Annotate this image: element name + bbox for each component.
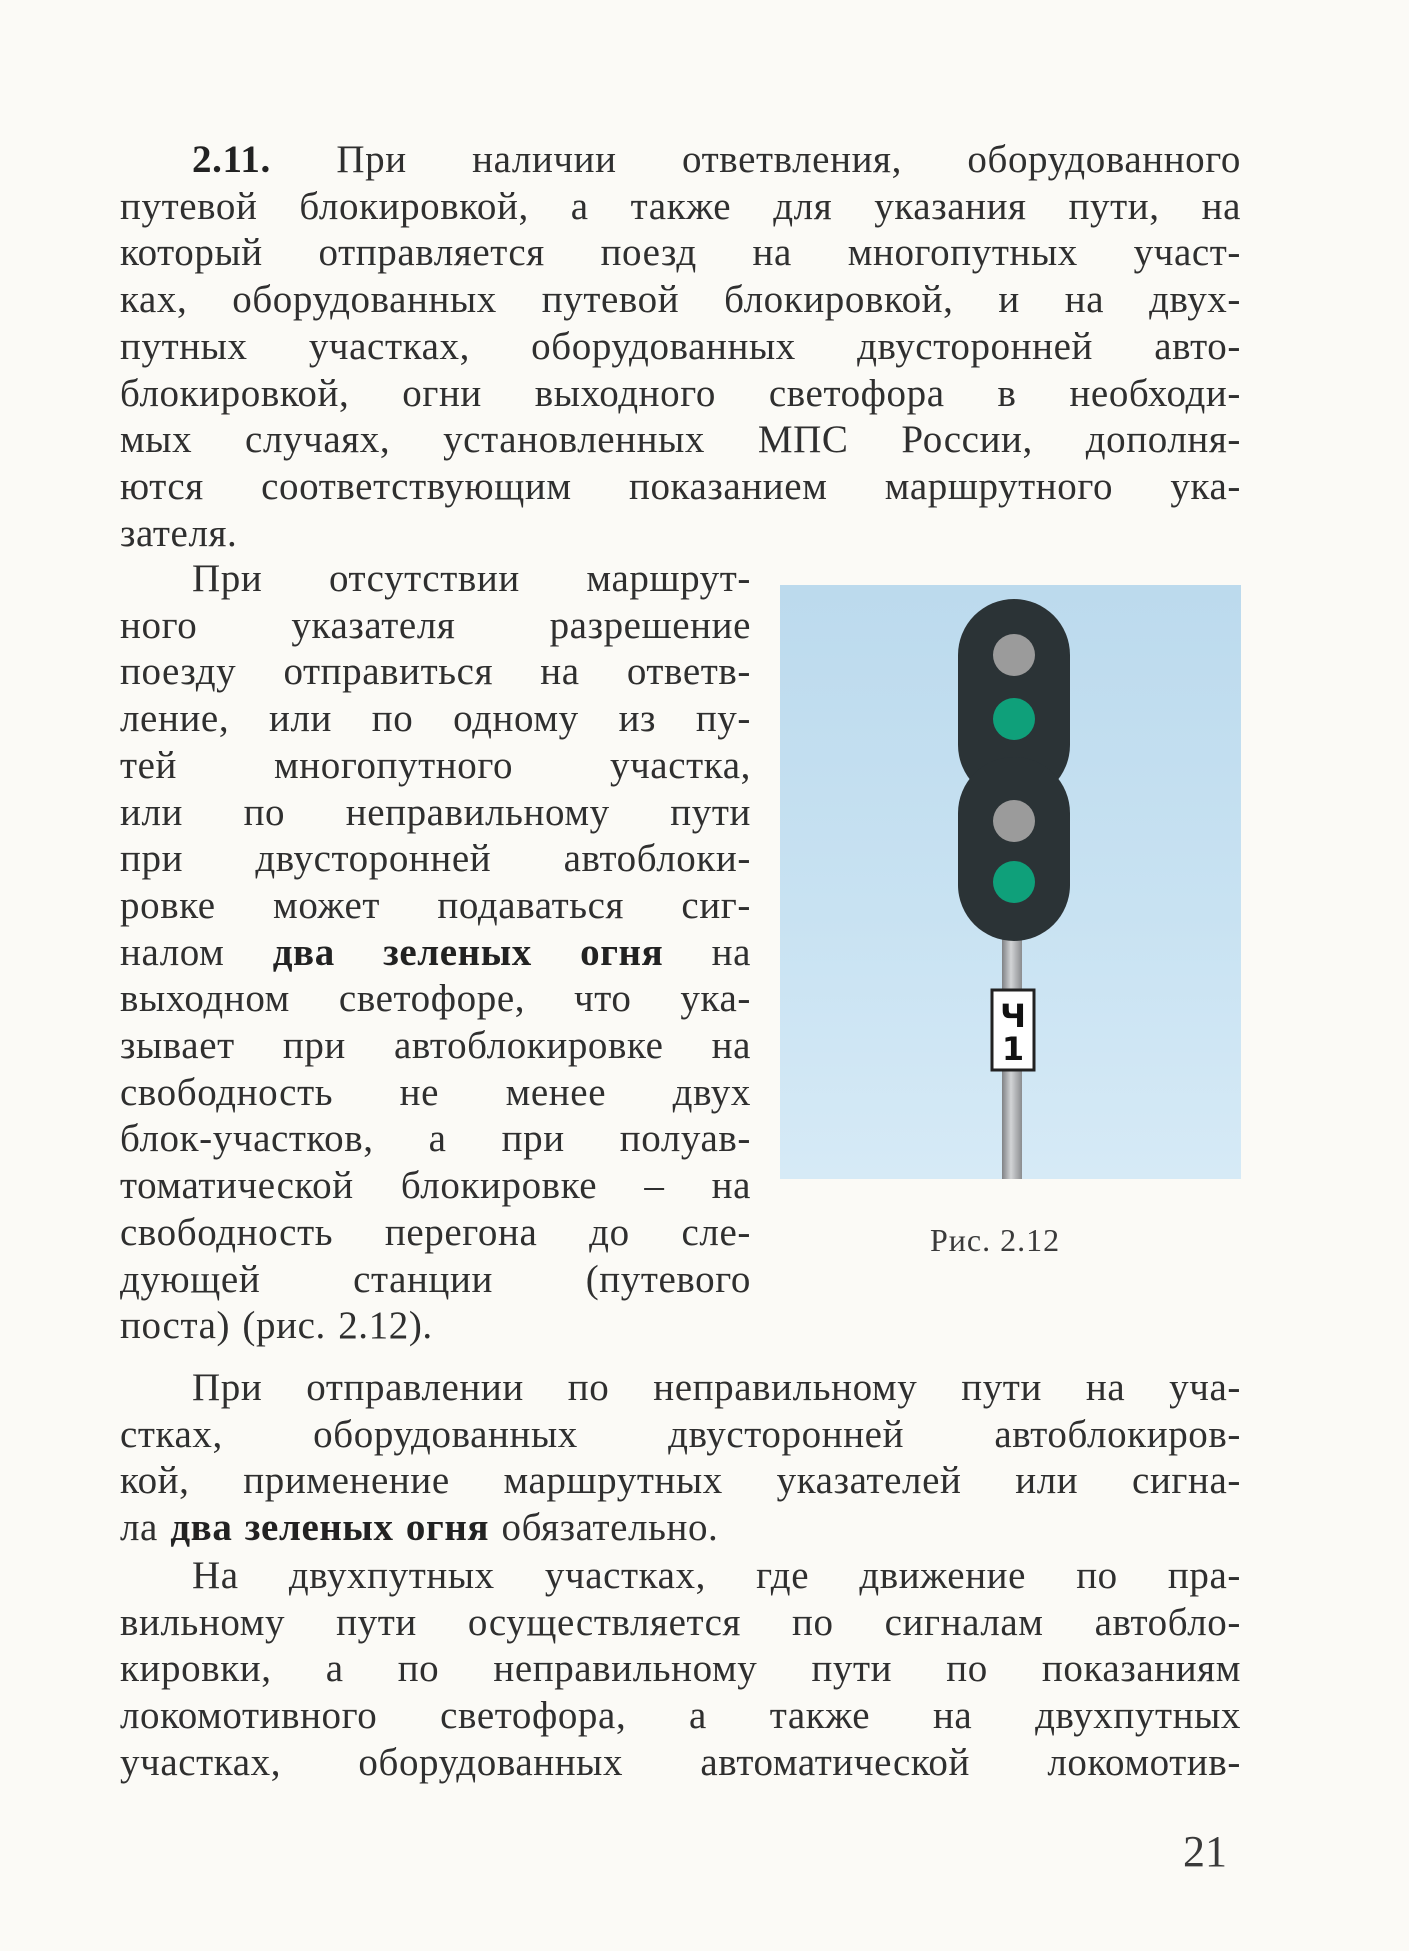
page-number: 21 xyxy=(1183,1827,1227,1876)
section-number: 2.11. xyxy=(192,138,271,181)
upper-lamp-green xyxy=(993,698,1035,740)
text-line: мых случаях, установленных МПС России, дополня- xyxy=(120,418,1241,462)
text-line: путных участках, оборудованных двусторонней авто- xyxy=(120,324,1241,368)
text-line: При отсутствии маршрут- xyxy=(192,557,751,600)
text-line: выходном светофоре, что ука- xyxy=(120,977,751,1021)
text-line: ного указателя разрешение xyxy=(120,603,751,647)
paragraph-wrong-track-departure xyxy=(120,1365,1241,1552)
text-line: путевой блокировкой, а также для указания пути, на xyxy=(120,184,1241,228)
text-line: локомотивного светофора, а также на двухпутных xyxy=(120,1694,1241,1738)
text-line: зывает при автоблокировке на xyxy=(120,1024,751,1068)
text-line: ление, или по одному из пу- xyxy=(120,697,751,741)
emphasis-two-green-lights: два зеленых огня xyxy=(272,930,664,974)
text-line: При отправлении по неправильному пути на уча- xyxy=(192,1366,1241,1409)
text-line: поста) (рис. 2.12). xyxy=(120,1304,433,1348)
text-line: 2.11. При наличии ответвления, оборудованного xyxy=(192,138,1241,181)
paragraph-2-11 xyxy=(120,137,1241,557)
text-line: свободность не менее двух xyxy=(120,1070,751,1114)
text-line: блок-участков, а при полуав- xyxy=(120,1117,751,1161)
text-line: или по неправильному пути xyxy=(120,790,751,834)
text-line: На двухпутных участках, где движение по пра- xyxy=(192,1554,1241,1597)
plate-number: 1 xyxy=(1001,1030,1025,1068)
text-line: свободность перегона до сле- xyxy=(120,1210,751,1254)
text-line: кой, применение маршрутных указателей или сигна- xyxy=(120,1459,1241,1503)
text-line: ла два зеленых огня обязательно. xyxy=(120,1506,719,1550)
figure-caption: Рис. 2.12 xyxy=(930,1222,1061,1258)
lower-lamp-off xyxy=(993,800,1035,842)
paragraph-double-track-sections xyxy=(120,1553,1241,1787)
text-line: участках, оборудованных автоматической локомотив- xyxy=(120,1740,1241,1784)
text-line: ются соответствующим показанием маршрутного ука- xyxy=(120,464,1241,508)
text-line: поезду отправиться на ответв- xyxy=(120,650,751,694)
paragraph-no-route-indicator xyxy=(120,556,751,1350)
plate-letter: Ч xyxy=(1000,997,1026,1035)
text-line: дующей станции (путевого xyxy=(120,1257,751,1301)
text-line: который отправляется поезд на многопутных участ- xyxy=(120,231,1241,275)
text-line: блокировкой, огни выходного светофора в необходи- xyxy=(120,371,1241,415)
text-line: вильному пути осуществляется по сигналам автобло- xyxy=(120,1600,1241,1644)
text-line: тей многопутного участка, xyxy=(120,743,751,787)
lower-signal-head xyxy=(958,757,1070,941)
upper-lamp-off xyxy=(993,634,1035,676)
figure-traffic-signal xyxy=(780,585,1241,1179)
text-line: ках, оборудованных путевой блокировкой, и на двух- xyxy=(120,278,1241,322)
text-line: при двусторонней автоблоки- xyxy=(120,837,751,881)
text-line: налом два зеленых огня на xyxy=(120,930,751,974)
traffic-signal-illustration xyxy=(780,585,1241,1179)
text-line: зателя. xyxy=(120,511,238,555)
emphasis-two-green-lights: два зеленых огня xyxy=(170,1506,490,1550)
text-line: ровке может подаваться сиг- xyxy=(120,883,751,927)
lower-lamp-green xyxy=(993,861,1035,903)
text-line: томатической блокировке – на xyxy=(120,1164,751,1208)
text-line: стках, оборудованных двусторонней автоблокиров- xyxy=(120,1412,1241,1456)
text-line: кировки, а по неправильному пути по показаниям xyxy=(120,1647,1241,1691)
